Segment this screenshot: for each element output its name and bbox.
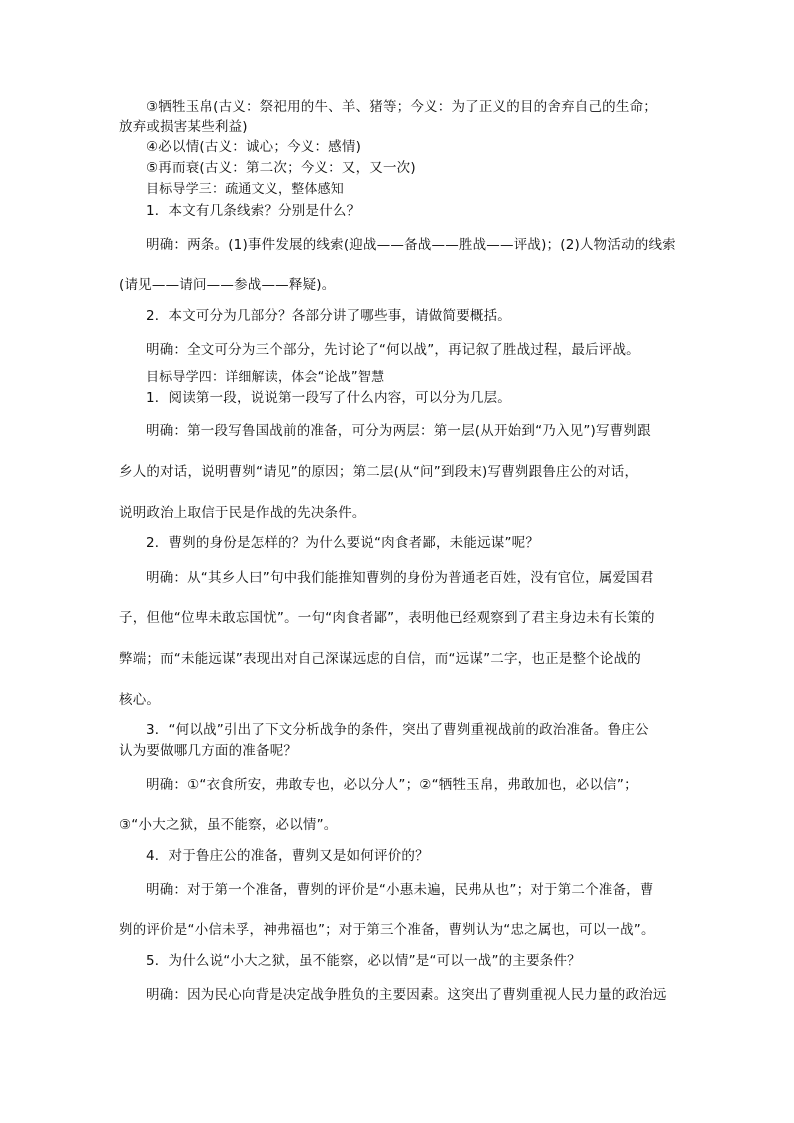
text-line: 说明政治上取信于民是作战的先决条件。: [119, 505, 366, 521]
text-line: 刿的评价是“小信未孚，神弗福也”；对于第三个准备，曹刿认为“忠之属也，可以一战”。: [119, 922, 655, 938]
text-line: ⑤再而衰(古义：第二次；今义：又，又一次): [146, 160, 416, 176]
answer-text: 明确：从“其乡人曰”句中我们能推知曹刿的身份为普通老百姓，没有官位，属爱国君: [146, 570, 654, 586]
text-line: ④必以情(古义：诚心；今义：感情): [146, 139, 362, 155]
question-text: 4．对于鲁庄公的准备，曹刿又是如何评价的？: [146, 848, 429, 864]
question-text: 2．曹刿的身份是怎样的？为什么要说“肉食者鄙，未能远谋”呢？: [146, 535, 540, 551]
answer-text: 明确：全文可分为三个部分，先讨论了“何以战”，再记叙了胜战过程，最后评战。: [146, 342, 640, 358]
answer-text: 明确：因为民心向背是决定战争胜负的主要因素。这突出了曹刿重视人民力量的政治远: [146, 987, 667, 1003]
text-line: 认为要做哪几方面的准备呢？: [119, 743, 298, 759]
question-text: 1．阅读第一段，说说第一段写了什么内容，可以分为几层。: [146, 390, 511, 406]
text-line: ③“小大之狱，虽不能察，必以情”。: [119, 817, 338, 833]
text-line: 子，但他“位卑未敢忘国忧”。一句“肉食者鄙”，表明他已经观察到了君主身边未有长策的: [119, 610, 655, 626]
answer-text: 明确：①“衣食所安，弗敢专也，必以分人”；②“牺牲玉帛，弗敢加也，必以信”；: [146, 777, 638, 793]
section-heading: 目标导学三：疏通文义，整体感知: [146, 182, 345, 197]
text-line: 弊端；而“未能远谋”表现出对自己深谋远虑的自信，而“远谋”二字，也正是整个论战的: [119, 651, 641, 667]
text-line: ③牺牲玉帛(古义：祭祀用的牛、羊、猪等；今义：为了正义的目的舍弃自己的生命；: [146, 99, 657, 115]
text-line: 放弃或损害某些利益): [119, 119, 248, 135]
text-line: 核心。: [119, 692, 161, 708]
answer-text: 明确：第一段写鲁国战前的准备，可分为两层：第一层(从开始到“乃入见”)写曹刿跟: [146, 423, 651, 439]
text-line: 乡人的对话，说明曹刿“请见”的原因；第二层(从“问”到段末)写曹刿跟鲁庄公的对话，: [119, 464, 639, 480]
answer-text: 明确：对于第一个准备，曹刿的评价是“小惠未遍，民弗从也”；对于第二个准备，曹: [146, 882, 654, 898]
question-text: 5．为什么说“小大之狱，虽不能察，必以情”是“可以一战”的主要条件？: [146, 953, 581, 969]
question-text: 1．本文有几条线索？分别是什么？: [146, 203, 361, 219]
question-text: 3．“何以战”引出了下文分析战争的条件，突出了曹刿重视战前的政治准备。鲁庄公: [146, 722, 649, 738]
section-heading: 目标导学四：详细解读，体会“论战”智慧: [146, 370, 385, 385]
answer-text: 明确：两条。(1)事件发展的线索(迎战——备战——胜战——评战)；(2)人物活动的线索: [146, 237, 676, 253]
text-line: (请见——请问——参战——释疑)。: [119, 277, 336, 293]
question-text: 2．本文可分为几部分？各部分讲了哪些事，请做简要概括。: [146, 308, 511, 324]
